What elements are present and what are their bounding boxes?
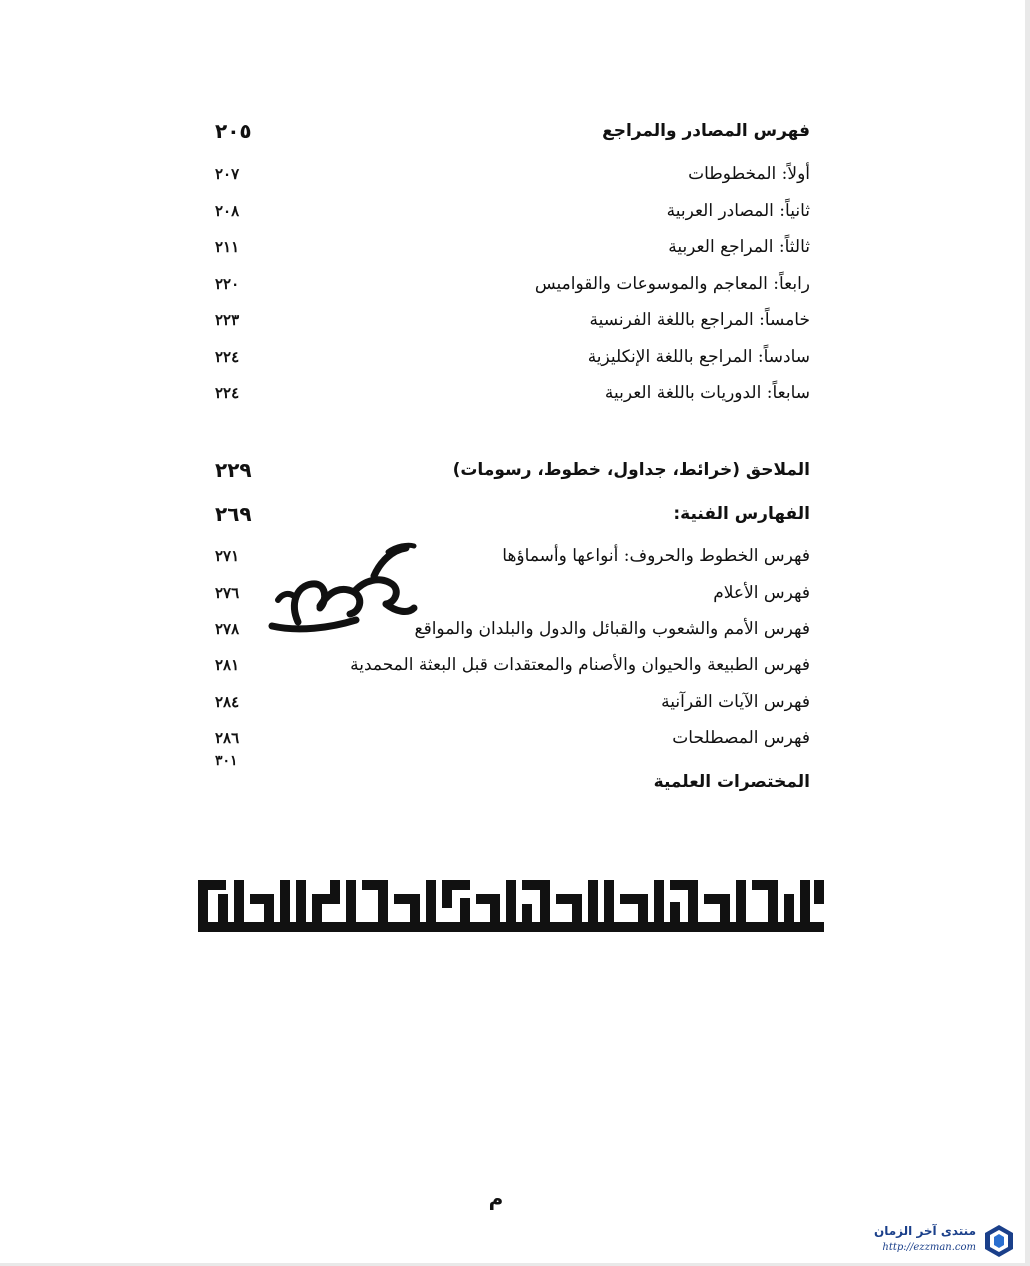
toc-entry-label: سادساً: المراجع باللغة الإنكليزية xyxy=(587,347,810,367)
toc-page-number: ٢٨٤ xyxy=(215,693,240,711)
toc-entry-label: أولاً: المخطوطات xyxy=(688,164,810,184)
table-of-contents xyxy=(205,0,810,820)
toc-entry-label: فهرس الخطوط والحروف: أنواعها وأسماؤها xyxy=(502,546,810,566)
toc-entry xyxy=(205,269,810,299)
toc-page-number: ٢٨١ xyxy=(215,656,240,674)
toc-page-number: ٢١١ xyxy=(215,238,240,256)
toc-entry-label: سابعاً: الدوريات باللغة العربية xyxy=(604,383,810,403)
toc-entry xyxy=(205,196,810,226)
toc-entry-label: رابعاً: المعاجم والموسوعات والقواميس xyxy=(534,274,810,294)
toc-page-number: ٣٠١ xyxy=(215,753,238,769)
toc-page-number: ٢٢٤ xyxy=(215,348,240,366)
toc-entry-label: خامساً: المراجع باللغة الفرنسية xyxy=(589,310,810,330)
page-number: م xyxy=(488,1186,504,1210)
toc-section-title: الملاحق (خرائط، جداول، خطوط، رسومات) xyxy=(452,460,810,480)
toc-page-number: ٢٢٩ xyxy=(215,458,252,482)
toc-page-number: ٢٧٦ xyxy=(215,584,240,602)
toc-entry-label: ثالثاً: المراجع العربية xyxy=(668,237,810,257)
toc-entry-label: فهرس المصطلحات xyxy=(672,728,810,748)
toc-page-number: ٢٧١ xyxy=(215,547,240,565)
page-frame-right xyxy=(1025,0,1030,1266)
toc-page-number: ٢٨٦ xyxy=(215,729,240,747)
toc-page-number: ٢٢٤ xyxy=(215,384,240,402)
toc-section-title: المختصرات العلمية xyxy=(653,772,810,792)
toc-page-number: ٢٠٨ xyxy=(215,202,240,220)
toc-entry-label: فهرس الأعلام xyxy=(713,583,810,603)
toc-section-indexes xyxy=(205,499,810,529)
forum-watermark xyxy=(832,1222,1022,1262)
toc-page-number: ٢٦٩ xyxy=(215,502,252,526)
toc-section-title: فهرس المصادر والمراجع xyxy=(602,121,810,141)
toc-section-abbreviations xyxy=(205,767,810,797)
toc-entry xyxy=(205,342,810,372)
toc-entry-label: فهرس الطبيعة والحيوان والأصنام والمعتقدات قبل البعثة المحمدية xyxy=(350,655,810,675)
kufic-calligraphy-banner xyxy=(198,874,824,934)
toc-section-appendices xyxy=(205,455,810,485)
toc-page-number: ٢٠٧ xyxy=(215,165,240,183)
toc-section-sources xyxy=(205,116,810,146)
toc-entry-label: ثانياً: المصادر العربية xyxy=(666,201,810,221)
toc-entry-label: فهرس الآيات القرآنية xyxy=(661,692,810,712)
toc-entry xyxy=(205,232,810,262)
toc-entry xyxy=(205,378,810,408)
toc-entry xyxy=(205,159,810,189)
toc-entry xyxy=(205,650,810,680)
toc-entry xyxy=(205,687,810,717)
hexagon-shield-icon xyxy=(982,1224,1016,1258)
toc-section-title: الفهارس الفنية: xyxy=(673,504,810,524)
signature-calligraphy xyxy=(268,542,420,634)
toc-page-number: ٢٢٣ xyxy=(215,311,240,329)
toc-page-number: ٢٧٨ xyxy=(215,620,240,638)
watermark-title: منتدى آخر الزمان xyxy=(874,1224,976,1238)
watermark-url: http://ezzman.com xyxy=(882,1242,976,1253)
toc-page-number: ٢٢٠ xyxy=(215,275,240,293)
toc-entry xyxy=(205,305,810,335)
toc-page-number: ٢٠٥ xyxy=(215,119,252,143)
toc-entry-label: فهرس الأمم والشعوب والقبائل والدول والبلدان والمواقع xyxy=(414,619,810,639)
